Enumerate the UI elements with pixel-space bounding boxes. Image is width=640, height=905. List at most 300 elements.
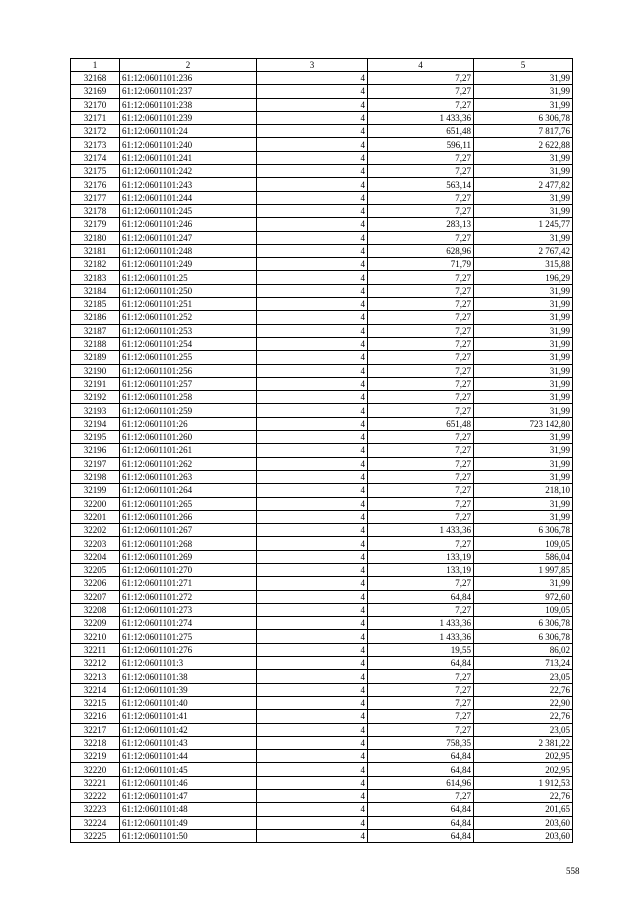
page-number: 558	[566, 866, 580, 876]
category-code-cell: 4	[257, 510, 368, 523]
cadastral-number-cell: 61:12:0601101:43	[120, 736, 257, 749]
row-number-cell: 32180	[71, 231, 120, 244]
cost-value-cell: 31,99	[474, 298, 573, 311]
cost-value-cell: 7 817,76	[474, 125, 573, 138]
area-value-cell: 7,27	[368, 151, 474, 164]
table-row	[71, 484, 573, 497]
header-row	[71, 59, 573, 72]
category-code-cell: 4	[257, 138, 368, 151]
cost-value-cell: 1 997,85	[474, 563, 573, 576]
cost-value-cell: 713,24	[474, 657, 573, 670]
cadastral-number-cell: 61:12:0601101:273	[120, 603, 257, 616]
row-number-cell: 32210	[71, 630, 120, 643]
table-row	[71, 191, 573, 204]
area-value-cell: 7,27	[368, 191, 474, 204]
cost-value-cell: 196,29	[474, 271, 573, 284]
category-code-cell: 4	[257, 696, 368, 709]
cadastral-number-cell: 61:12:0601101:239	[120, 111, 257, 124]
cost-value-cell: 31,99	[474, 364, 573, 377]
cadastral-number-cell: 61:12:0601101:244	[120, 191, 257, 204]
row-number-cell: 32190	[71, 364, 120, 377]
category-code-cell: 4	[257, 151, 368, 164]
row-number-cell: 32171	[71, 111, 120, 124]
area-value-cell: 64,84	[368, 803, 474, 816]
area-value-cell: 7,27	[368, 431, 474, 444]
row-number-cell: 32224	[71, 816, 120, 829]
area-value-cell: 7,27	[368, 444, 474, 457]
row-number-cell: 32185	[71, 298, 120, 311]
column-header-5: 5	[474, 59, 573, 72]
table-row	[71, 364, 573, 377]
cost-value-cell: 31,99	[474, 231, 573, 244]
area-value-cell: 651,48	[368, 125, 474, 138]
row-number-cell: 32214	[71, 683, 120, 696]
area-value-cell: 7,27	[368, 603, 474, 616]
area-value-cell: 7,27	[368, 577, 474, 590]
category-code-cell: 4	[257, 231, 368, 244]
category-code-cell: 4	[257, 657, 368, 670]
row-number-cell: 32181	[71, 244, 120, 257]
row-number-cell: 32217	[71, 723, 120, 736]
category-code-cell: 4	[257, 98, 368, 111]
cost-value-cell: 31,99	[474, 391, 573, 404]
cadastral-number-cell: 61:12:0601101:24	[120, 125, 257, 138]
cost-value-cell: 31,99	[474, 510, 573, 523]
table-row	[71, 696, 573, 709]
table-row	[71, 803, 573, 816]
cost-value-cell: 22,90	[474, 696, 573, 709]
category-code-cell: 4	[257, 763, 368, 776]
area-value-cell: 7,27	[368, 231, 474, 244]
cost-value-cell: 31,99	[474, 311, 573, 324]
cost-value-cell: 22,76	[474, 790, 573, 803]
cadastral-number-cell: 61:12:0601101:252	[120, 311, 257, 324]
cost-value-cell: 31,99	[474, 284, 573, 297]
category-code-cell: 4	[257, 258, 368, 271]
cadastral-number-cell: 61:12:0601101:245	[120, 204, 257, 217]
category-code-cell: 4	[257, 284, 368, 297]
table-row	[71, 178, 573, 191]
table-row	[71, 298, 573, 311]
table-row	[71, 324, 573, 337]
category-code-cell: 4	[257, 577, 368, 590]
row-number-cell: 32168	[71, 72, 120, 85]
cost-value-cell: 202,95	[474, 750, 573, 763]
area-value-cell: 71,79	[368, 258, 474, 271]
category-code-cell: 4	[257, 563, 368, 576]
area-value-cell: 7,27	[368, 683, 474, 696]
row-number-cell: 32201	[71, 510, 120, 523]
cost-value-cell: 31,99	[474, 85, 573, 98]
row-number-cell: 32172	[71, 125, 120, 138]
category-code-cell: 4	[257, 683, 368, 696]
row-number-cell: 32182	[71, 258, 120, 271]
area-value-cell: 7,27	[368, 404, 474, 417]
cadastral-number-cell: 61:12:0601101:255	[120, 351, 257, 364]
table-row	[71, 444, 573, 457]
cost-value-cell: 31,99	[474, 337, 573, 350]
category-code-cell: 4	[257, 643, 368, 656]
area-value-cell: 651,48	[368, 417, 474, 430]
area-value-cell: 64,84	[368, 590, 474, 603]
category-code-cell: 4	[257, 750, 368, 763]
area-value-cell: 1 433,36	[368, 524, 474, 537]
area-value-cell: 596,11	[368, 138, 474, 151]
table-row	[71, 563, 573, 576]
row-number-cell: 32188	[71, 337, 120, 350]
category-code-cell: 4	[257, 470, 368, 483]
cadastral-number-cell: 61:12:0601101:249	[120, 258, 257, 271]
cost-value-cell: 31,99	[474, 444, 573, 457]
cadastral-number-cell: 61:12:0601101:253	[120, 324, 257, 337]
row-number-cell: 32200	[71, 497, 120, 510]
row-number-cell: 32198	[71, 470, 120, 483]
row-number-cell: 32191	[71, 377, 120, 390]
row-number-cell: 32209	[71, 617, 120, 630]
cost-value-cell: 2 622,88	[474, 138, 573, 151]
cadastral-number-cell: 61:12:0601101:44	[120, 750, 257, 763]
cadastral-number-cell: 61:12:0601101:269	[120, 550, 257, 563]
category-code-cell: 4	[257, 85, 368, 98]
row-number-cell: 32211	[71, 643, 120, 656]
area-value-cell: 7,27	[368, 510, 474, 523]
table-row	[71, 790, 573, 803]
area-value-cell: 283,13	[368, 218, 474, 231]
row-number-cell: 32215	[71, 696, 120, 709]
row-number-cell: 32199	[71, 484, 120, 497]
category-code-cell: 4	[257, 550, 368, 563]
table-row	[71, 723, 573, 736]
area-value-cell: 7,27	[368, 377, 474, 390]
category-code-cell: 4	[257, 204, 368, 217]
cadastral-number-cell: 61:12:0601101:42	[120, 723, 257, 736]
cadastral-number-cell: 61:12:0601101:257	[120, 377, 257, 390]
area-value-cell: 628,96	[368, 244, 474, 257]
table-row	[71, 670, 573, 683]
table-row	[71, 244, 573, 257]
area-value-cell: 7,27	[368, 351, 474, 364]
cost-value-cell: 23,05	[474, 670, 573, 683]
area-value-cell: 7,27	[368, 497, 474, 510]
cost-value-cell: 31,99	[474, 191, 573, 204]
row-number-cell: 32203	[71, 537, 120, 550]
category-code-cell: 4	[257, 444, 368, 457]
table-row	[71, 165, 573, 178]
cadastral-number-cell: 61:12:0601101:48	[120, 803, 257, 816]
table-row	[71, 577, 573, 590]
cadastral-number-cell: 61:12:0601101:272	[120, 590, 257, 603]
category-code-cell: 4	[257, 603, 368, 616]
row-number-cell: 32189	[71, 351, 120, 364]
row-number-cell: 32221	[71, 776, 120, 789]
row-number-cell: 32206	[71, 577, 120, 590]
row-number-cell: 32202	[71, 524, 120, 537]
table-row	[71, 603, 573, 616]
table-row	[71, 470, 573, 483]
category-code-cell: 4	[257, 72, 368, 85]
cost-value-cell: 586,04	[474, 550, 573, 563]
cadastral-number-cell: 61:12:0601101:266	[120, 510, 257, 523]
row-number-cell: 32225	[71, 829, 120, 842]
cadastral-number-cell: 61:12:0601101:237	[120, 85, 257, 98]
column-header-3: 3	[257, 59, 368, 72]
cost-value-cell: 31,99	[474, 351, 573, 364]
row-number-cell: 32213	[71, 670, 120, 683]
table-row	[71, 816, 573, 829]
cost-value-cell: 31,99	[474, 204, 573, 217]
table-row	[71, 218, 573, 231]
cost-value-cell: 6 306,78	[474, 524, 573, 537]
column-header-4: 4	[368, 59, 474, 72]
row-number-cell: 32223	[71, 803, 120, 816]
row-number-cell: 32194	[71, 417, 120, 430]
table-row	[71, 125, 573, 138]
category-code-cell: 4	[257, 736, 368, 749]
area-value-cell: 7,27	[368, 311, 474, 324]
cost-value-cell: 1 245,77	[474, 218, 573, 231]
cadastral-number-cell: 61:12:0601101:275	[120, 630, 257, 643]
row-number-cell: 32196	[71, 444, 120, 457]
cadastral-number-cell: 61:12:0601101:49	[120, 816, 257, 829]
cost-value-cell: 31,99	[474, 377, 573, 390]
area-value-cell: 614,96	[368, 776, 474, 789]
table-row	[71, 311, 573, 324]
area-value-cell: 7,27	[368, 72, 474, 85]
cadastral-number-cell: 61:12:0601101:263	[120, 470, 257, 483]
category-code-cell: 4	[257, 351, 368, 364]
table-row	[71, 776, 573, 789]
cost-value-cell: 22,76	[474, 710, 573, 723]
category-code-cell: 4	[257, 191, 368, 204]
cost-value-cell: 203,60	[474, 816, 573, 829]
table-row	[71, 510, 573, 523]
cost-value-cell: 972,60	[474, 590, 573, 603]
category-code-cell: 4	[257, 776, 368, 789]
cadastral-number-cell: 61:12:0601101:274	[120, 617, 257, 630]
table-row	[71, 284, 573, 297]
cadastral-number-cell: 61:12:0601101:265	[120, 497, 257, 510]
category-code-cell: 4	[257, 404, 368, 417]
area-value-cell: 7,27	[368, 284, 474, 297]
category-code-cell: 4	[257, 244, 368, 257]
cadastral-number-cell: 61:12:0601101:267	[120, 524, 257, 537]
area-value-cell: 7,27	[368, 85, 474, 98]
area-value-cell: 133,19	[368, 563, 474, 576]
table-row	[71, 337, 573, 350]
row-number-cell: 32192	[71, 391, 120, 404]
category-code-cell: 4	[257, 271, 368, 284]
area-value-cell: 758,35	[368, 736, 474, 749]
cadastral-number-cell: 61:12:0601101:259	[120, 404, 257, 417]
table-row	[71, 683, 573, 696]
row-number-cell: 32195	[71, 431, 120, 444]
cadastral-number-cell: 61:12:0601101:264	[120, 484, 257, 497]
cadastral-number-cell: 61:12:0601101:3	[120, 657, 257, 670]
table-row	[71, 111, 573, 124]
cost-value-cell: 203,60	[474, 829, 573, 842]
area-value-cell: 7,27	[368, 790, 474, 803]
table-row	[71, 231, 573, 244]
cost-value-cell: 2 381,22	[474, 736, 573, 749]
column-header-1: 1	[71, 59, 120, 72]
area-value-cell: 7,27	[368, 271, 474, 284]
cadastral-number-cell: 61:12:0601101:25	[120, 271, 257, 284]
row-number-cell: 32219	[71, 750, 120, 763]
table-row	[71, 736, 573, 749]
area-value-cell: 133,19	[368, 550, 474, 563]
row-number-cell: 32193	[71, 404, 120, 417]
area-value-cell: 7,27	[368, 484, 474, 497]
category-code-cell: 4	[257, 364, 368, 377]
cadastral-number-cell: 61:12:0601101:248	[120, 244, 257, 257]
table-row	[71, 750, 573, 763]
cadastral-number-cell: 61:12:0601101:38	[120, 670, 257, 683]
category-code-cell: 4	[257, 630, 368, 643]
table-body	[71, 72, 573, 843]
cadastral-number-cell: 61:12:0601101:47	[120, 790, 257, 803]
area-value-cell: 19,55	[368, 643, 474, 656]
cadastral-number-cell: 61:12:0601101:251	[120, 298, 257, 311]
category-code-cell: 4	[257, 790, 368, 803]
area-value-cell: 7,27	[368, 710, 474, 723]
cost-value-cell: 218,10	[474, 484, 573, 497]
category-code-cell: 4	[257, 829, 368, 842]
area-value-cell: 7,27	[368, 364, 474, 377]
category-code-cell: 4	[257, 617, 368, 630]
table-row	[71, 643, 573, 656]
table-row	[71, 138, 573, 151]
row-number-cell: 32222	[71, 790, 120, 803]
table-row	[71, 763, 573, 776]
category-code-cell: 4	[257, 816, 368, 829]
row-number-cell: 32169	[71, 85, 120, 98]
cadastral-number-cell: 61:12:0601101:268	[120, 537, 257, 550]
cost-value-cell: 86,02	[474, 643, 573, 656]
area-value-cell: 64,84	[368, 816, 474, 829]
table-row	[71, 204, 573, 217]
cost-value-cell: 1 912,53	[474, 776, 573, 789]
cadastral-number-cell: 61:12:0601101:238	[120, 98, 257, 111]
cadastral-number-cell: 61:12:0601101:236	[120, 72, 257, 85]
area-value-cell: 563,14	[368, 178, 474, 191]
cost-value-cell: 22,76	[474, 683, 573, 696]
area-value-cell: 7,27	[368, 337, 474, 350]
area-value-cell: 7,27	[368, 723, 474, 736]
category-code-cell: 4	[257, 524, 368, 537]
cost-value-cell: 31,99	[474, 404, 573, 417]
cadastral-number-cell: 61:12:0601101:50	[120, 829, 257, 842]
area-value-cell: 1 433,36	[368, 617, 474, 630]
category-code-cell: 4	[257, 298, 368, 311]
category-code-cell: 4	[257, 723, 368, 736]
cost-value-cell: 201,65	[474, 803, 573, 816]
row-number-cell: 32174	[71, 151, 120, 164]
area-value-cell: 64,84	[368, 657, 474, 670]
table-row	[71, 710, 573, 723]
cadastral-number-cell: 61:12:0601101:247	[120, 231, 257, 244]
area-value-cell: 7,27	[368, 391, 474, 404]
table-row	[71, 85, 573, 98]
table-row	[71, 590, 573, 603]
table-row	[71, 417, 573, 430]
cost-value-cell: 31,99	[474, 324, 573, 337]
cadastral-number-cell: 61:12:0601101:250	[120, 284, 257, 297]
row-number-cell: 32177	[71, 191, 120, 204]
category-code-cell: 4	[257, 125, 368, 138]
area-value-cell: 64,84	[368, 763, 474, 776]
cost-value-cell: 31,99	[474, 165, 573, 178]
table-row	[71, 829, 573, 842]
cost-value-cell: 2 477,82	[474, 178, 573, 191]
row-number-cell: 32212	[71, 657, 120, 670]
cadastral-number-cell: 61:12:0601101:40	[120, 696, 257, 709]
area-value-cell: 7,27	[368, 537, 474, 550]
cost-value-cell: 23,05	[474, 723, 573, 736]
cost-value-cell: 109,05	[474, 537, 573, 550]
cadastral-number-cell: 61:12:0601101:39	[120, 683, 257, 696]
area-value-cell: 7,27	[368, 696, 474, 709]
area-value-cell: 7,27	[368, 165, 474, 178]
cadastral-number-cell: 61:12:0601101:254	[120, 337, 257, 350]
cadastral-number-cell: 61:12:0601101:246	[120, 218, 257, 231]
row-number-cell: 32178	[71, 204, 120, 217]
area-value-cell: 7,27	[368, 324, 474, 337]
row-number-cell: 32183	[71, 271, 120, 284]
category-code-cell: 4	[257, 803, 368, 816]
table-row	[71, 258, 573, 271]
table-row	[71, 391, 573, 404]
row-number-cell: 32205	[71, 563, 120, 576]
row-number-cell: 32176	[71, 178, 120, 191]
cadastral-number-cell: 61:12:0601101:241	[120, 151, 257, 164]
row-number-cell: 32184	[71, 284, 120, 297]
area-value-cell: 7,27	[368, 298, 474, 311]
table-row	[71, 524, 573, 537]
category-code-cell: 4	[257, 178, 368, 191]
cost-value-cell: 6 306,78	[474, 111, 573, 124]
row-number-cell: 32179	[71, 218, 120, 231]
category-code-cell: 4	[257, 670, 368, 683]
table-row	[71, 151, 573, 164]
category-code-cell: 4	[257, 537, 368, 550]
cadastral-number-cell: 61:12:0601101:240	[120, 138, 257, 151]
table-row	[71, 404, 573, 417]
area-value-cell: 7,27	[368, 470, 474, 483]
area-value-cell: 7,27	[368, 98, 474, 111]
category-code-cell: 4	[257, 417, 368, 430]
cadastral-table	[70, 58, 573, 843]
category-code-cell: 4	[257, 391, 368, 404]
category-code-cell: 4	[257, 497, 368, 510]
cadastral-number-cell: 61:12:0601101:262	[120, 457, 257, 470]
category-code-cell: 4	[257, 484, 368, 497]
row-number-cell: 32204	[71, 550, 120, 563]
cadastral-number-cell: 61:12:0601101:26	[120, 417, 257, 430]
cost-value-cell: 315,88	[474, 258, 573, 271]
cost-value-cell: 31,99	[474, 151, 573, 164]
row-number-cell: 32216	[71, 710, 120, 723]
cost-value-cell: 31,99	[474, 98, 573, 111]
area-value-cell: 7,27	[368, 457, 474, 470]
row-number-cell: 32220	[71, 763, 120, 776]
cadastral-number-cell: 61:12:0601101:270	[120, 563, 257, 576]
cost-value-cell: 31,99	[474, 470, 573, 483]
table-row	[71, 457, 573, 470]
category-code-cell: 4	[257, 457, 368, 470]
cadastral-number-cell: 61:12:0601101:276	[120, 643, 257, 656]
cost-value-cell: 723 142,80	[474, 417, 573, 430]
cost-value-cell: 202,95	[474, 763, 573, 776]
